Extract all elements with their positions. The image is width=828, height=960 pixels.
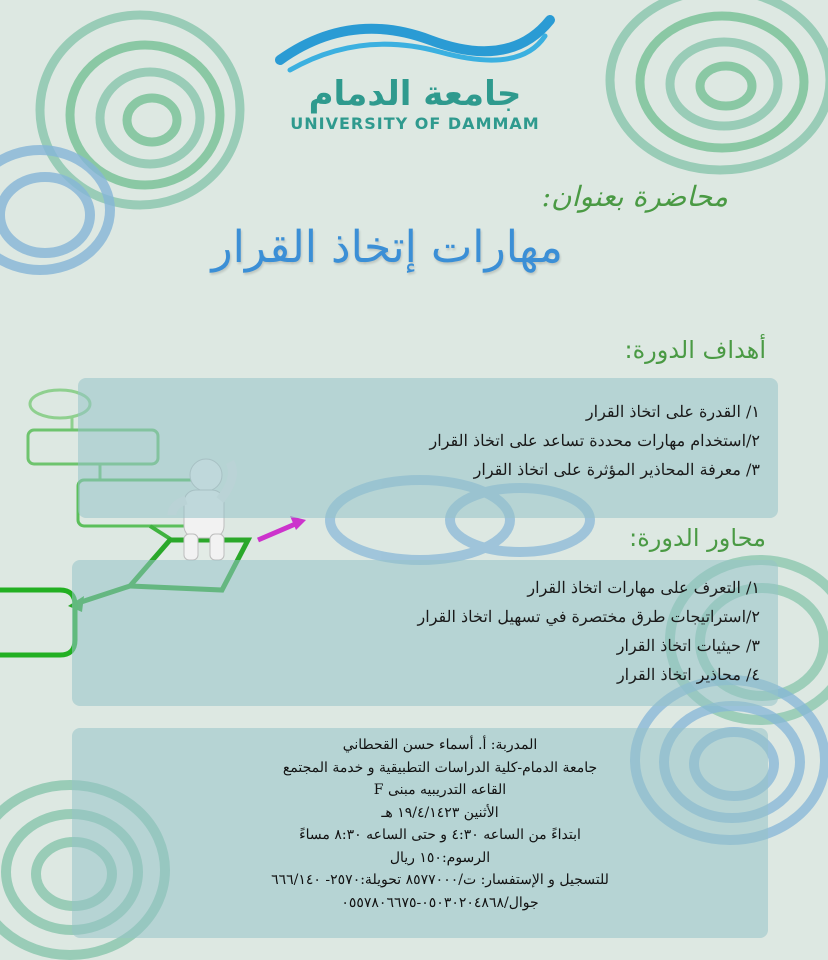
topic-item: ٣/ حيثيات اتخاذ القرار [616,636,760,655]
objective-item: ١/ القدرة على اتخاذ القرار [585,402,760,421]
logo-arabic-name: جامعة الدمام [308,74,522,114]
logo-english-name: UNIVERSITY OF DAMMAM [290,114,540,133]
mobile-line: جوال/٠٥٠٣٠٢٠٤٨٦٨-٠٥٥٧٨٠٦٦٧٥ [341,894,539,911]
logo-wave-icon [270,10,560,80]
objectives-heading: أهداف الدورة: [624,336,766,364]
trainer-line: المدربة: أ. أسماء حسن القحطاني [342,737,538,753]
topics-heading: محاور الدورة: [629,524,766,552]
objective-item: ٣/ معرفة المحاذير المؤثرة على اتخاذ القرار [473,460,760,479]
topic-item: ٢/استراتيجات طرق مختصرة في تسهيل اتخاذ القرار [417,607,760,626]
date-line: الأثنين ١٩/٤/١٤٢٣ هـ [381,804,499,821]
swirl-top-left [40,15,240,205]
objectives-list [430,397,760,484]
time-line: ابتداءً من الساعه ٤:٣٠ و حتى الساعه ٨:٣٠ مساءً [299,827,581,843]
university-logo [270,10,560,133]
topic-item: ٤/ محاذير اتخاذ القرار [616,665,760,684]
swirl-top-right [610,0,828,170]
swirl-left-blue [0,150,110,270]
fee-line: الرسوم:١٥٠ ريال [389,849,491,866]
contact-line: للتسجيل و الإستفسار: ت/٨٥٧٧٠٠٠ تحويلة:٢٥٧٠- ٦٦٦/١٤٠ [271,872,609,888]
topics-list [418,573,760,689]
course-info [200,734,680,914]
objective-item: ٢/استخدام مهارات محددة تساعد على اتخاذ القرار [429,431,760,450]
venue-line: القاعه التدريبيه مبنى F [373,782,507,798]
lecture-subtitle: محاضرة بعنوان: [541,180,728,213]
college-line: جامعة الدمام-كلية الدراسات التطبيقية و خدمة المجتمع [282,759,598,776]
topic-item: ١/ التعرف على مهارات اتخاذ القرار [527,578,760,597]
lecture-title: مهارات إتخاذ القرار [211,222,563,273]
